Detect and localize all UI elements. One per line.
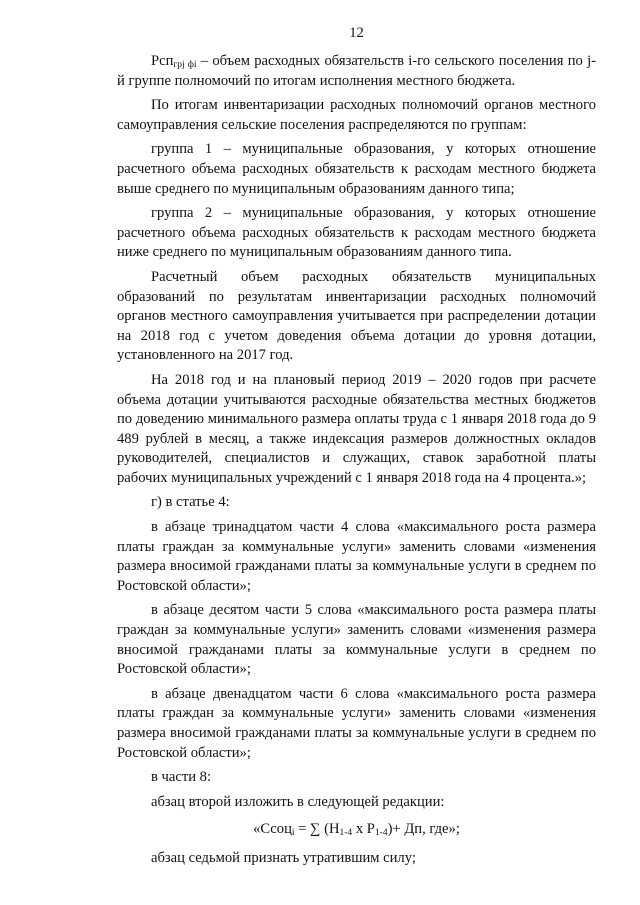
paragraph-groups-intro: По итогам инвентаризации расходных полномочий органов местного самоуправления сельские поселения распределяются по группам:	[117, 97, 596, 133]
formula-sub-p: 1-4	[374, 828, 388, 839]
paragraph-mrot-indexation: На 2018 год и на плановый период 2019 – 2020 годов при расчете объема дотации учитываются расходные обязательства местных бюджетов по доведению минимального размера оплаты труда с 1 января 2018 года до 9 489 рублей в месяц, а также индексация размеров должностных окладов руководителей, специалистов и служащих, ставок заработной платы рабочих муниципальных учреждений с 1 января 2018 года на 4 процента.»;	[117, 371, 596, 486]
formula-ssoc	[117, 820, 596, 840]
formula-part-ssoc: «Ссоц	[253, 821, 292, 838]
rsp-definition-text: – объем расходных обязательств i-го сельского поселения по j-й группе полномочий по итогам исполнения местного бюджета.	[117, 53, 596, 89]
paragraph-group-1: группа 1 – муниципальные образования, у которых отношение расчетного объема расходных обязательств к расходам местного бюджета выше среднего по муниципальным образованиям данного типа;	[117, 141, 596, 197]
formula-part-sum-n: = ∑ (Н	[294, 821, 340, 838]
paragraph-rsp-definition	[117, 52, 596, 91]
formula-part-dp: )+ Дп, где»;	[387, 821, 460, 838]
paragraph-group-2: группа 2 – муниципальные образования, у которых отношение расчетного объема расходных обязательств к расходам местного бюджета ниже среднего по муниципальным образованиям данного типа.	[117, 205, 596, 261]
paragraph-second-abzac: абзац второй изложить в следующей редакции:	[151, 793, 445, 810]
paragraph-seventh-abzac: абзац седьмой признать утратившим силу;	[151, 849, 416, 866]
paragraph-part-5-amendment: в абзаце десятом части 5 слова «максимального роста размера платы граждан за коммунальные услуги» заменить словами «изменения размера вносимой гражданами платы за коммунальные услуги в среднем по Ростовской области»;	[117, 602, 596, 678]
page-number: 12	[349, 25, 364, 41]
rsp-subscript: грj фi	[173, 60, 197, 70]
rsp-symbol: Рсп	[151, 53, 174, 69]
formula-part-p: х Р	[352, 821, 375, 838]
formula-sub-n: 1-4	[339, 828, 353, 839]
paragraph-calculated-volume: Расчетный объем расходных обязательств муниципальных образований по результатам инвентаризации расходных полномочий органов местного самоуправления учитывается при распределении дотации на 2018 год с учетом доведения объема дотации до уровня дотации, установленного на 2017 год.	[117, 268, 596, 364]
paragraph-part-8: в части 8:	[151, 769, 212, 786]
paragraph-part-6-amendment: в абзаце двенадцатом части 6 слова «максимального роста размера платы граждан за коммунальные услуги» заменить словами «изменения размера вносимой гражданами платы за коммунальные услуги в среднем по Ростовской области»;	[117, 685, 596, 761]
paragraph-article-4: г) в статье 4:	[151, 494, 230, 511]
formula-sub-i: i	[291, 828, 295, 839]
paragraph-part-4-amendment: в абзаце тринадцатом части 4 слова «максимального роста размера платы граждан за коммунальные услуги» заменить словами «изменения размера вносимой гражданами платы за коммунальные услуги в среднем по Ростовской области»;	[117, 519, 596, 594]
